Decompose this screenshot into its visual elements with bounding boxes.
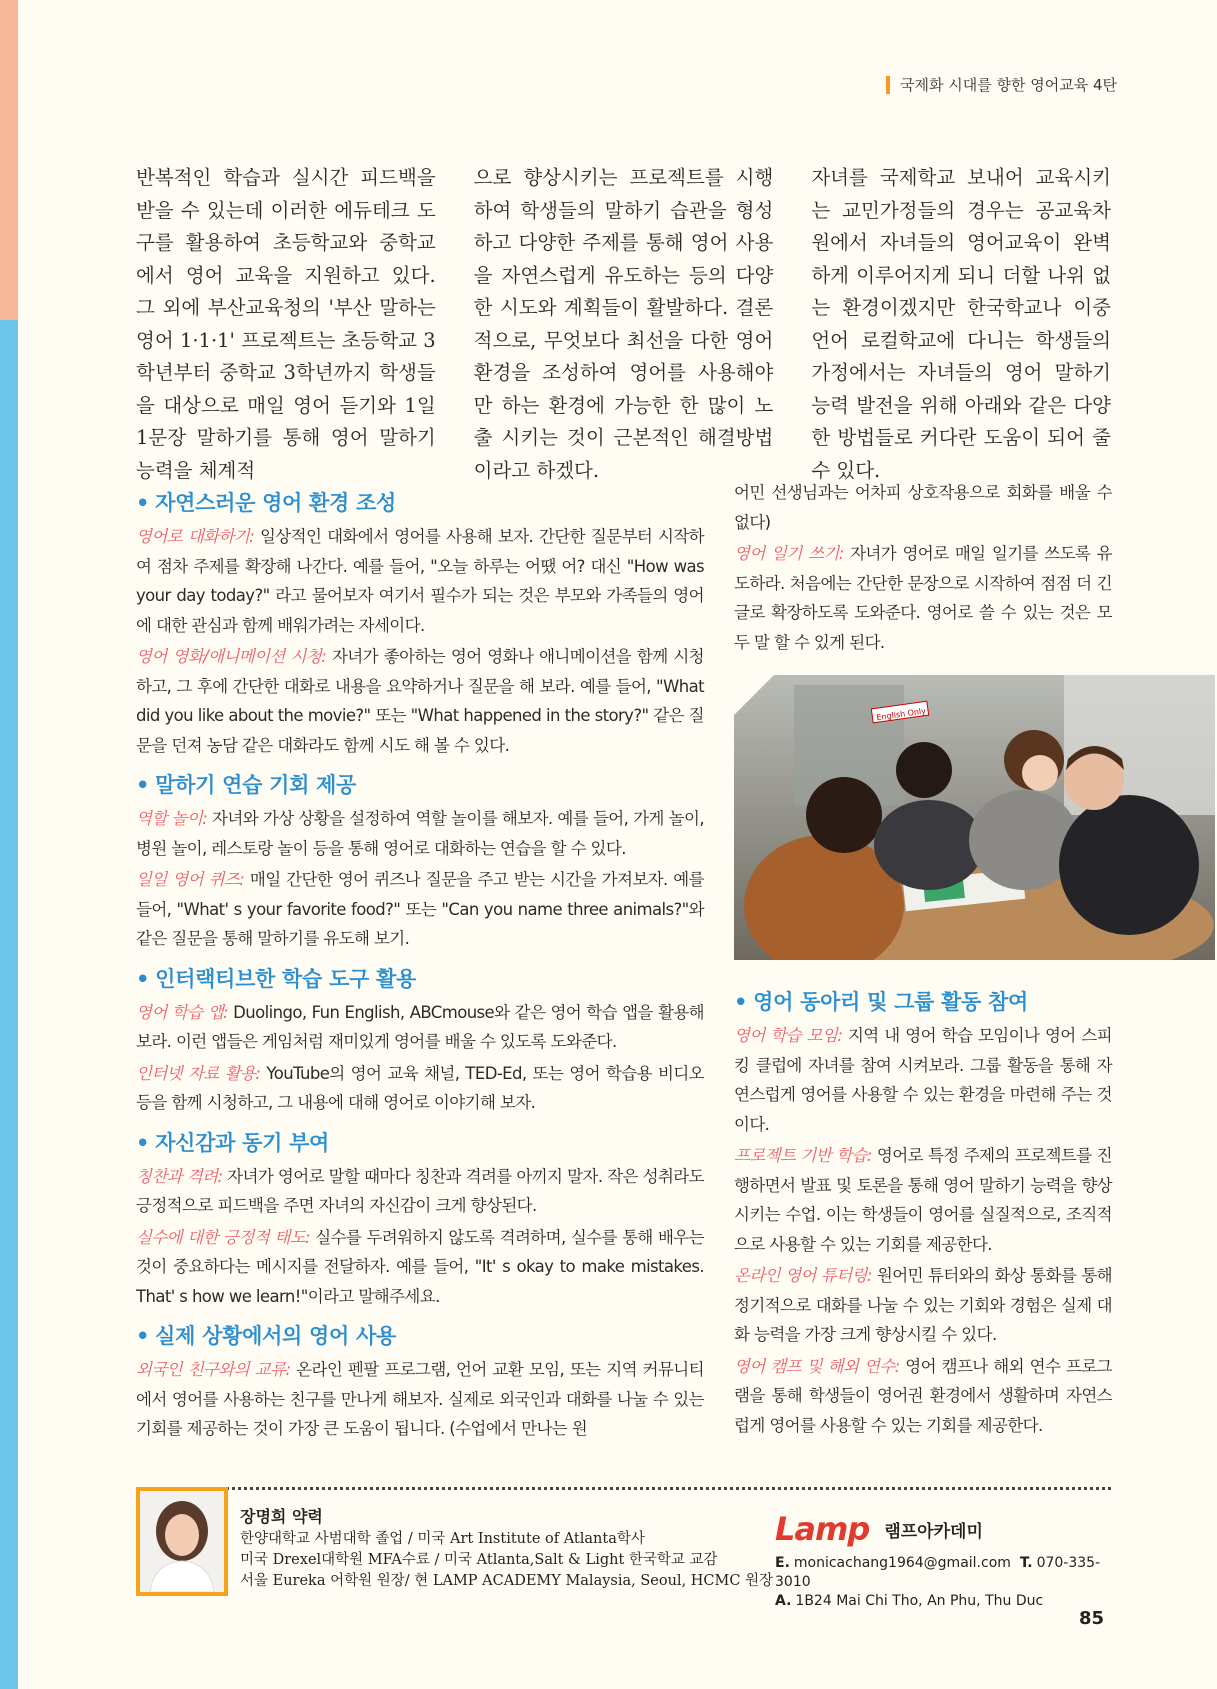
paragraph: 영어 영화/애니메이션 시청: 자녀가 좋아하는 영어 영화나 애니메이션을 함께 시청하고, 그 후에 간단한 대화로 내용을 요약하거나 질문을 해 보라. 예를 들어, "What did you like about the movie?" 또는 "What happened in the story?" 같은 질문을 던져 농담 같은 대화라도 함께 시도 해 볼 수 있다.	[136, 647, 704, 755]
author-avatar-icon	[140, 1491, 224, 1592]
paragraph: 프로젝트 기반 학습: 영어로 특정 주제의 프로젝트를 진행하면서 발표 및 토론을 통해 영어 말하기 능력을 향상시키는 수업. 이는 학생들이 영어를 실질적으로, 조직적으로 사용할 수 있는 기회를 제공한다.	[734, 1146, 1112, 1254]
phone: 070-335-3010	[775, 1555, 1101, 1590]
person-2-head	[896, 742, 952, 798]
person-1-head	[806, 777, 882, 853]
photo-illustration	[734, 675, 1215, 960]
keyword: 칭찬과 격려:	[136, 1166, 223, 1186]
paragraph: 칭찬과 격려: 자녀가 영어로 말할 때마다 칭찬과 격려를 아끼지 말자. 작은 성취라도 긍정적으로 피드백을 주면 자녀의 자신감이 크게 향상된다.	[136, 1166, 704, 1215]
contact-info: E. monicachang1964@gmail.com T. 070-335-3010 A. 1B24 Mai Chi Tho, An Phu, Thu Duc	[775, 1555, 1101, 1609]
intro-column-2: 으로 향상시키는 프로젝트를 시행하여 학생들의 말하기 습관을 형성하고 다양한 주제를 통해 영어 사용을 자연스럽게 유도하는 등의 다양한 시도와 계획들이 활발하다. 결론적으로, 무엇보다 최선을 다한 영어환경을 조성하여 영어를 사용해야만 하는 환경에 가능한 한 많이 노출 시키는 것이 근본적인 해결방법이라고 하겠다.	[473, 166, 774, 482]
author-name: 장명희 약력	[240, 1507, 323, 1526]
side-stripe-bottom	[0, 320, 18, 1689]
keyword: 영어로 대화하기:	[136, 527, 255, 546]
person-4-suit	[1059, 795, 1199, 935]
bio-line: 한양대학교 사범대학 졸업 / 미국 Art Institute of Atlanta학사	[240, 1531, 645, 1547]
footer-divider	[136, 1487, 1111, 1490]
paragraph: 인터넷 자료 활용: YouTube의 영어 교육 채널, TED-Ed, 또는 영어 학습용 비디오 등을 함께 시청하고, 그 내용에 대해 영어로 이야기해 보자.	[136, 1063, 705, 1112]
keyword: 프로젝트 기반 학습:	[734, 1146, 872, 1165]
brand-name: 램프아카데미	[884, 1521, 983, 1542]
paragraph: 일일 영어 퀴즈: 매일 간단한 영어 퀴즈나 질문을 주고 받는 시간을 가져보자. 예를 들어, "What' s your favorite food?" 또는 "Can you name three animals?"와 같은 질문을 통해 말하기를 유도해 보기.	[136, 870, 704, 948]
email: monicachang1964@gmail.com	[793, 1555, 1011, 1571]
section-tag: 국제화 시대를 향한 영어교육 4탄	[886, 76, 1117, 94]
paragraph: 온라인 영어 튜터링: 원어민 튜터와의 화상 통화를 통해 정기적으로 대화를 나눌 수 있는 기회와 경험은 실제 대화 능력을 가장 크게 향상시킬 수 있다.	[734, 1266, 1112, 1344]
right-column	[734, 478, 1112, 1442]
paragraph: 영어로 대화하기: 일상적인 대화에서 영어를 사용해 보자. 간단한 질문부터 시작하여 점차 주제를 확장해 나간다. 예를 들어, "오늘 하루는 어땠 어? 대신 "How was your day today?" 라고 물어보자 여기서 필수가 되는 것은 부모와 가족들의 영어에 대한 관심과 함께 배워가려는 자세이다.	[136, 527, 704, 635]
classroom-photo	[734, 675, 1215, 960]
keyword: 인터넷 자료 활용:	[136, 1063, 261, 1083]
section-heading: • 말하기 연습 기회 제공	[136, 773, 357, 797]
paragraph: 외국인 친구와의 교류: 온라인 펜팔 프로그램, 언어 교환 모임, 또는 지역 커뮤니티에서 영어를 사용하는 친구를 만나게 해보자. 실제로 외국인과 대화를 나눌 수 있는 기회를 제공하는 것이 가장 큰 도움이 됩니다. (수업에서 만나는 원	[136, 1360, 704, 1438]
paragraph: 실수에 대한 긍정적 태도: 실수를 두려워하지 않도록 격려하며, 실수를 통해 배우는 것이 중요하다는 메시지를 전달하자. 예를 들어, "It' s okay to make mistakes. That' s how we learn!"이라고 말해주세요.	[136, 1227, 704, 1306]
section-heading: • 자신감과 동기 부여	[136, 1130, 330, 1155]
paragraph: 영어 학습 앱: Duolingo, Fun English, ABCmouse와 같은 영어 학습 앱을 활용해 보라. 이런 앱들은 게임처럼 재미있게 영어를 배울 수 있도록 도와준다.	[136, 1002, 704, 1051]
author-photo	[136, 1487, 228, 1596]
section-heading: • 자연스러운 영어 환경 조성	[136, 491, 397, 515]
paragraph: 역할 놀이: 자녀와 가상 상황을 설정하여 역할 놀이를 해보자. 예를 들어, 가게 놀이, 병원 놀이, 레스토랑 놀이 등을 통해 영어로 대화하는 연습을 할 수 있다.	[136, 809, 704, 858]
person-3-face	[1022, 755, 1058, 791]
intro-column-3: 자녀를 국제학교 보내어 교육시키는 교민가정들의 경우는 공교육차원에서 자녀들의 영어교육이 완벽하게 이루어지게 되니 더할 나위 없는 환경이겠지만 한국학교나 이중언어 로컬학교에 다니는 학생들의 가정에서는 자녀들의 영어 말하기 능력 발전을 위해 아래와 같은 다양한 방법들로 커다란 도움이 되어 줄 수 있다.	[811, 166, 1112, 482]
paragraph: 영어 캠프 및 해외 연수: 영어 캠프나 해외 연수 프로그램을 통해 학생들이 영어권 환경에서 생활하며 자연스럽게 영어를 사용할 수 있는 기회를 제공한다.	[734, 1356, 1112, 1435]
left-column	[136, 478, 704, 1446]
paragraph: 영어 학습 모임: 지역 내 영어 학습 모임이나 영어 스피킹 클럽에 자녀를 참여 시켜보라. 그룹 활동을 통해 자연스럽게 영어를 사용할 수 있는 환경을 마련해 주는 것이다.	[734, 1026, 1112, 1134]
section-heading: • 영어 동아리 및 그룹 활동 참여	[734, 990, 1029, 1014]
page-number: 85	[1079, 1608, 1105, 1629]
paragraph-continued: 어민 선생님과는 어차피 상호작용으로 회화를 배울 수 없다)	[734, 483, 1112, 532]
bio-line: 서울 Eureka 어학원 원장/ 현 LAMP ACADEMY Malaysia, Seoul, HCMC 원장	[240, 1573, 774, 1589]
author-bio	[240, 1506, 773, 1592]
keyword: 영어 학습 앱:	[136, 1002, 228, 1022]
keyword: 영어 영화/애니메이션 시청:	[136, 647, 327, 666]
side-stripe-top	[0, 0, 18, 320]
section-heading: • 인터랙티브한 학습 도구 활용	[136, 966, 416, 991]
keyword: 영어 캠프 및 해외 연수:	[734, 1356, 900, 1376]
keyword: 실수에 대한 긍정적 태도:	[136, 1227, 311, 1247]
english-only-sign-text: English Only	[875, 706, 927, 723]
lamp-logo: Lamp	[775, 1510, 870, 1548]
keyword: 역할 놀이:	[136, 809, 208, 828]
keyword: 영어 학습 모임:	[734, 1026, 843, 1045]
address: 1B24 Mai Chi Tho, An Phu, Thu Duc	[795, 1593, 1044, 1609]
keyword: 일일 영어 퀴즈:	[136, 870, 245, 889]
section-heading: • 실제 상황에서의 영어 사용	[136, 1324, 397, 1348]
intro-column-1: 반복적인 학습과 실시간 피드백을 받을 수 있는데 이러한 에듀테크 도구를 활용하여 초등학교와 중학교에서 영어 교육을 지원하고 있다. 그 외에 부산교육청의 '부산 말하는 영어 1·1·1' 프로젝트는 초등학교 3학년부터 중학교 3학년까지 학생들을 대상으로 매일 영어 듣기와 1일 1문장 말하기를 통해 영어 말하기 능력을 체계적	[136, 166, 436, 482]
paragraph: 영어 일기 쓰기: 자녀가 영어로 매일 일기를 쓰도록 유도하라. 처음에는 간단한 문장으로 시작하여 점점 더 긴 글로 확장하도록 도와준다. 영어로 쓸 수 있는 것은 모두 말 할 수 있게 된다.	[734, 544, 1112, 652]
brand-block	[775, 1510, 1115, 1611]
intro-columns	[136, 162, 1111, 487]
keyword: 외국인 친구와의 교류:	[136, 1360, 291, 1379]
person-2-body	[874, 800, 984, 890]
keyword: 온라인 영어 튜터링:	[734, 1266, 872, 1285]
keyword: 영어 일기 쓰기:	[734, 544, 844, 563]
bio-line: 미국 Drexel대학원 MFA수료 / 미국 Atlanta,Salt & Light 한국학교 교감	[240, 1552, 718, 1568]
